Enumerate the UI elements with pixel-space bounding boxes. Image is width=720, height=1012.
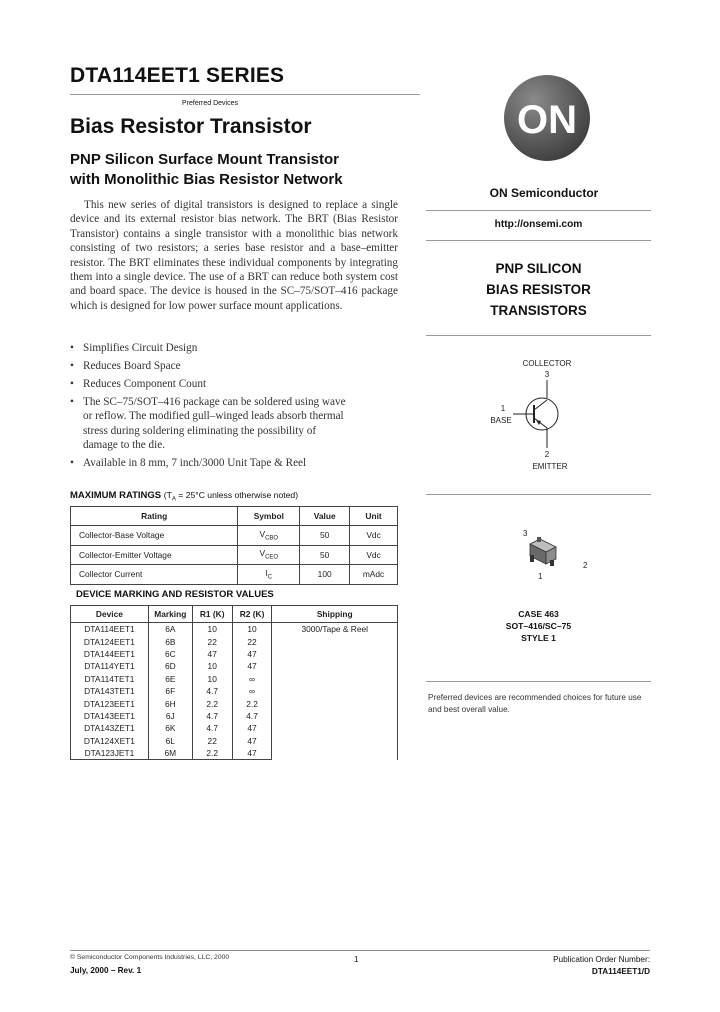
subtitle-line-1: PNP Silicon Surface Mount Transistor xyxy=(70,151,339,168)
shipping-cell: 3000/Tape & Reel xyxy=(272,623,398,760)
feature-item: • Simplifies Circuit Design xyxy=(70,341,400,355)
column-header: Marking xyxy=(148,606,192,623)
table-row xyxy=(71,526,398,546)
column-header: Unit xyxy=(350,507,398,526)
marking-cell: 6H xyxy=(148,697,192,709)
feature-item: • Reduces Board Space xyxy=(70,359,400,373)
feature-list xyxy=(70,341,400,474)
max-ratings-table xyxy=(70,506,398,585)
marking-cell: 6J xyxy=(148,710,192,722)
sidebar-divider xyxy=(426,240,651,241)
marking-cell: 6L xyxy=(148,735,192,747)
column-header: R2 (K) xyxy=(232,606,272,623)
preferred-devices-label: Preferred Devices xyxy=(181,100,239,107)
r2-cell: 4.7 xyxy=(232,710,272,722)
sidebar-divider xyxy=(426,494,651,495)
pin3-label: 3 xyxy=(544,370,550,379)
rating-cell: Collector-Base Voltage xyxy=(71,526,238,546)
product-title-line: TRANSISTORS xyxy=(490,303,587,318)
column-header: R1 (K) xyxy=(192,606,232,623)
max-ratings-heading xyxy=(70,490,298,503)
subtitle-line-2: with Monolithic Bias Resistor Network xyxy=(70,171,343,188)
value-cell: 50 xyxy=(300,545,350,565)
sidebar-divider xyxy=(426,210,651,211)
logo-text: ON xyxy=(517,98,577,142)
description-paragraph: This new series of digital transistors is designed to replace a single device and its external resistor bias network. The BRT (Bias Resistor Transistor) contains a single transistor with a monolithic bias network consisting of two resistors; a series base resistor and a base–emitter resistor. The BRT eliminates these individual components by integrating them into a single device. The use of a BRT can reduce both system cost and board space. The device is housed in the SC–75/SOT–416 package which is designed for low power surface mount applications. xyxy=(70,199,398,312)
column-header: Rating xyxy=(71,507,238,526)
feature-item: • Reduces Component Count xyxy=(70,377,400,391)
device-cell: DTA143TET1 xyxy=(71,685,149,697)
package-pin2-label: 2 xyxy=(583,561,588,570)
brand-name: ON Semiconductor xyxy=(489,186,599,200)
r2-cell: 10 xyxy=(232,623,272,636)
product-title-line: PNP SILICON xyxy=(495,261,582,276)
marking-cell: 6M xyxy=(148,747,192,760)
r1-cell: 4.7 xyxy=(192,710,232,722)
r2-cell: 47 xyxy=(232,735,272,747)
case-line: STYLE 1 xyxy=(521,633,556,643)
marking-cell: 6D xyxy=(148,660,192,672)
case-line: SOT–416/SC–75 xyxy=(505,621,572,631)
unit-cell: Vdc xyxy=(350,526,398,546)
max-ratings-title: MAXIMUM RATINGS xyxy=(70,490,162,501)
feature-item: • The SC–75/SOT–416 package can be soldered using wave or reflow. The modified gull–winged leads absorb thermal stress during soldering eliminating the possibility of damage to the die. xyxy=(70,395,400,453)
emitter-label: EMITTER xyxy=(532,462,568,471)
table-header-row xyxy=(71,606,398,623)
marking-cell: 6A xyxy=(148,623,192,636)
copyright: © Semiconductor Components Industries, LLC, 2000 xyxy=(70,954,230,961)
column-header: Value xyxy=(300,507,350,526)
table-row xyxy=(71,565,398,585)
preferred-devices-note: Preferred devices are recommended choices for future use and best overall value. xyxy=(428,693,642,714)
r2-cell: 47 xyxy=(232,660,272,672)
device-cell: DTA123JET1 xyxy=(71,747,149,760)
r1-cell: 4.7 xyxy=(192,722,232,734)
rating-cell: Collector-Emitter Voltage xyxy=(71,545,238,565)
package-pin1-label: 1 xyxy=(538,572,543,581)
pin1-label: 1 xyxy=(500,404,506,413)
table-row xyxy=(71,545,398,565)
device-cell: DTA114YET1 xyxy=(71,660,149,672)
sidebar-divider xyxy=(426,335,651,336)
column-header: Shipping xyxy=(272,606,398,623)
transistor-schematic xyxy=(470,350,630,475)
symbol-cell: $V_{CBO}$ xyxy=(238,526,300,546)
marking-cell: 6E xyxy=(148,673,192,685)
case-line: CASE 463 xyxy=(518,609,559,619)
product-title-line: BIAS RESISTOR xyxy=(486,282,591,297)
revision-date: July, 2000 – Rev. 1 xyxy=(70,966,142,975)
marking-heading: DEVICE MARKING AND RESISTOR VALUES xyxy=(76,589,274,600)
r2-cell: 47 xyxy=(232,722,272,734)
value-cell: 50 xyxy=(300,526,350,546)
header-divider xyxy=(70,94,420,95)
r1-cell: 22 xyxy=(192,635,232,647)
symbol-cell: $I_C$ xyxy=(238,565,300,585)
value-cell: 100 xyxy=(300,565,350,585)
r1-cell: 22 xyxy=(192,735,232,747)
symbol-cell: $V_{CEO}$ xyxy=(238,545,300,565)
max-ratings-note: ($T_A = 25^\circ C$ unless otherwise noted) xyxy=(163,490,299,503)
publication-order xyxy=(553,954,650,978)
r2-cell: 2.2 xyxy=(232,697,272,709)
r1-cell: 10 xyxy=(192,673,232,685)
publication-label: Publication Order Number: xyxy=(553,955,650,964)
unit-cell: Vdc xyxy=(350,545,398,565)
r2-cell: 47 xyxy=(232,747,272,760)
marking-cell: 6K xyxy=(148,722,192,734)
rating-cell: Collector Current xyxy=(71,565,238,585)
r2-cell: 22 xyxy=(232,635,272,647)
marking-cell: 6F xyxy=(148,685,192,697)
footer-divider xyxy=(70,950,650,951)
column-header: Symbol xyxy=(238,507,300,526)
base-label: BASE xyxy=(490,416,512,425)
publication-number: DTA114EET1/D xyxy=(591,967,650,976)
unit-cell: mAdc xyxy=(350,565,398,585)
device-cell: DTA114TET1 xyxy=(71,673,149,685)
page-number: 1 xyxy=(354,955,359,964)
r2-cell: ∞ xyxy=(232,673,272,685)
page-title: Bias Resistor Transistor xyxy=(70,115,312,138)
device-cell: DTA143EET1 xyxy=(71,710,149,722)
feature-item: • Available in 8 mm, 7 inch/3000 Unit Tape & Reel xyxy=(70,456,400,470)
device-cell: DTA123EET1 xyxy=(71,697,149,709)
pin2-label: 2 xyxy=(544,450,550,459)
package-pin3-label: 3 xyxy=(523,529,528,538)
device-cell: DTA144EET1 xyxy=(71,648,149,660)
r1-cell: 47 xyxy=(192,648,232,660)
table-row xyxy=(71,623,398,636)
collector-label: COLLECTOR xyxy=(522,359,572,368)
r2-cell: ∞ xyxy=(232,685,272,697)
series-title: DTA114EET1 SERIES xyxy=(70,64,285,87)
r1-cell: 10 xyxy=(192,623,232,636)
on-semiconductor-logo xyxy=(502,73,592,163)
r1-cell: 2.2 xyxy=(192,747,232,760)
device-cell: DTA124EET1 xyxy=(71,635,149,647)
page-subtitle xyxy=(70,150,420,190)
table-header-row xyxy=(71,507,398,526)
marking-cell: 6C xyxy=(148,648,192,660)
marking-table xyxy=(70,605,398,760)
marking-cell: 6B xyxy=(148,635,192,647)
device-cell: DTA143ZET1 xyxy=(71,722,149,734)
device-cell: DTA114EET1 xyxy=(71,623,149,636)
device-cell: DTA124XET1 xyxy=(71,735,149,747)
r1-cell: 2.2 xyxy=(192,697,232,709)
r1-cell: 10 xyxy=(192,660,232,672)
product-title xyxy=(426,258,651,321)
sidebar-divider xyxy=(426,681,651,682)
website-link[interactable]: http://onsemi.com xyxy=(494,219,583,230)
column-header: Device xyxy=(71,606,149,623)
sot416-package-drawing xyxy=(500,522,590,584)
r1-cell: 4.7 xyxy=(192,685,232,697)
case-info xyxy=(426,608,651,644)
r2-cell: 47 xyxy=(232,648,272,660)
